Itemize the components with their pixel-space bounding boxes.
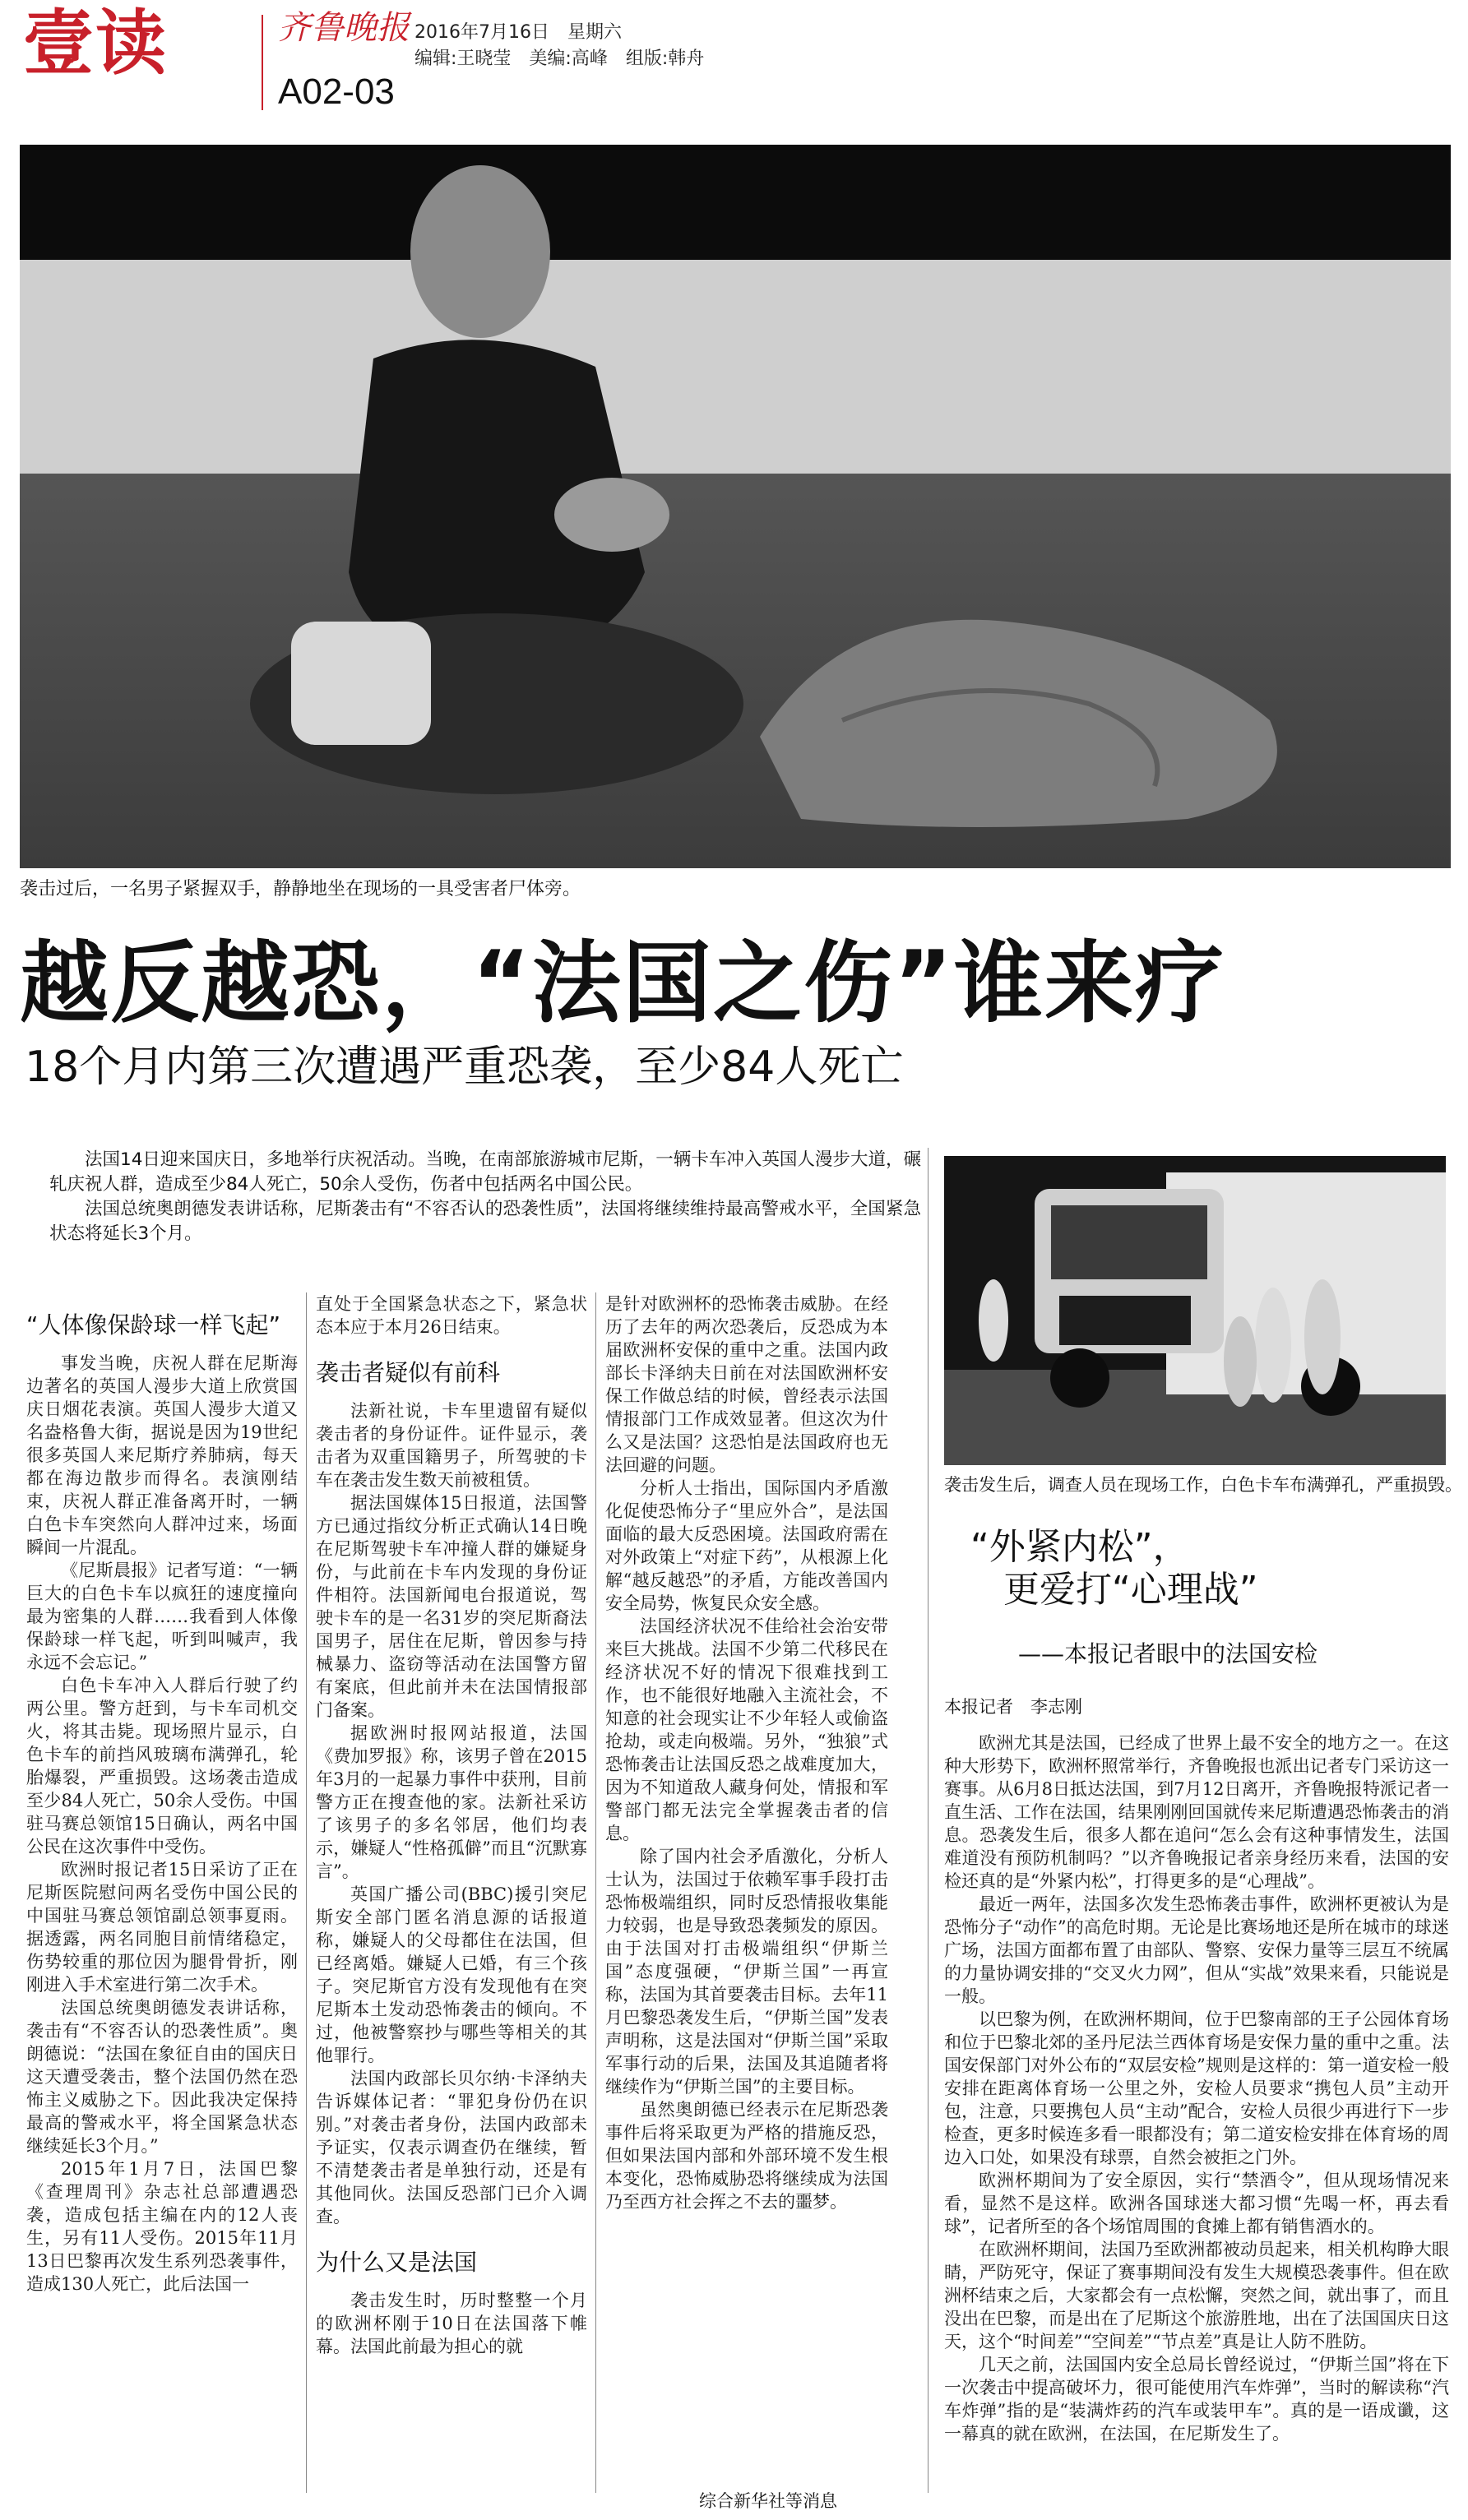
section-subhead: “人体像保龄球一样飞起”: [26, 1311, 281, 1339]
article-paragraph: 法国经济状况不佳给社会治安带来巨大挑战。法国不少第二代移民在经济状况不好的情况下很难找到工作，也不能很好地融入主流社会，不知意的社会现实让不少年轻人或偷盗抢劫，或走向极端。另外，“独狼”式恐怖袭击让法国反恐之战难度加大，因为不知道敌人藏身何处，情报和军警部门都无法完全掌握袭击者的信息。: [605, 1616, 888, 1843]
article-paragraph: 据法国媒体15日报道，法国警方已通过指纹分析正式确认14日晚在尼斯驾驶卡车冲撞人群的嫌疑身份，与此前在卡车内发现的身份证件相符。法国新闻电台报道说，驾驶卡车的是一名31岁的突尼斯裔法国男子，居住在尼斯，曾因参与持械暴力、盗窃等活动在法国警方留有案底，但此前并未在法国情报部门备案。: [316, 1493, 587, 1720]
lead-paragraphs: [49, 1148, 921, 1246]
column-divider: [306, 1292, 307, 2493]
article-paragraph: 白色卡车冲入人群后行驶了约两公里。警方赶到，与卡车司机交火，将其击毙。现场照片显示，白色卡车的前挡风玻璃布满弹孔，轮胎爆裂，严重损毁。这场袭击造成至少84人死亡，50余人受伤。中国驻马赛总领馆15日确认，两名中国公民在这次事件中受伤。: [26, 1676, 298, 1856]
article-paragraph: 据欧洲时报网站报道，法国《费加罗报》称，该男子曾在2015年3月的一起暴力事件中获刑，目前警方正在搜查他的家。法新社采访了该男子的多名邻居，他们均表示，嫌疑人“性格孤僻”而且“沉默寡言”。: [316, 1723, 587, 1881]
subheadline: 18个月内第三次遭遇严重恐袭，至少84人死亡: [25, 1043, 904, 1092]
article-paragraph: 虽然奥朗德已经表示在尼斯恐袭事件后将采取更为严格的措施反恐，但如果法国内部和外部环境不发生根本变化，恐怖威胁恐将继续成为法国乃至西方社会挥之不去的噩梦。: [605, 2100, 888, 2212]
section-subhead: 袭击者疑似有前科: [316, 1359, 501, 1386]
page-number: A02-03: [278, 72, 395, 112]
article-paragraph: 直处于全国紧急状态之下，紧急状态本应于本月26日结束。: [316, 1294, 587, 1337]
side-story-body: [944, 1732, 1449, 2445]
issue-date: 2016年7月16日 星期六: [414, 22, 622, 43]
article-column-3: [605, 1292, 888, 2213]
article-column-2: [316, 1292, 587, 2358]
article-column-1: [26, 1306, 298, 2296]
side-headline-line: “外紧内松”，: [970, 1526, 1189, 1568]
side-subhead: ——本报记者眼中的法国安检: [1018, 1640, 1318, 1667]
article-paragraph: 2015年1月7日，法国巴黎《查理周刊》杂志社总部遭遇恐袭，造成包括主编在内的12人丧生，另有11人受伤。2015年11月13日巴黎再次发生系列恐袭事件，造成130人死亡，此后法国一: [26, 2159, 298, 2294]
byline: 本报记者 李志刚: [944, 1697, 1082, 1717]
article-paragraph: 分析人士指出，国际国内矛盾激化促使恐怖分子“里应外合”，是法国面临的最大反恐困境。法国政府需在对外政策上“对症下药”，从根源上化解“越反越恐”的矛盾，方能改善国内安全局势，恢复民众安全感。: [605, 1478, 888, 1613]
article-paragraph: 《尼斯晨报》记者写道：“一辆巨大的白色卡车以疯狂的速度撞向最为密集的人群……我看到人体像保龄球一样飞起，听到叫喊声，我永远不会忘记。”: [26, 1561, 298, 1672]
lead-paragraph: 法国总统奥朗德发表讲话称，尼斯袭击有“不容否认的恐袭性质”，法国将继续维持最高警戒水平，全国紧急状态将延长3个月。: [49, 1199, 921, 1244]
article-paragraph: 英国广播公司(BBC)援引突尼斯安全部门匿名消息源的话报道称，嫌疑人的父母都住在法国，但已经离婚。嫌疑人已婚，有三个孩子。突尼斯官方没有发现他有在突尼斯本土发动恐怖袭击的倾向。不过，他被警察抄与哪些等相关的其他罪行。: [316, 1884, 587, 2065]
truck-photo: [944, 1156, 1446, 1465]
paper-logo: 齐鲁晚报: [278, 9, 410, 47]
section-subhead: 为什么又是法国: [316, 2249, 478, 2276]
side-headline-line: 更爱打“心理战”: [1003, 1569, 1258, 1611]
article-paragraph: 除了国内社会矛盾激化，分析人士认为，法国过于依赖军事手段打击恐怖极端组织，同时反恐情报收集能力较弱，也是导致恐袭频发的原因。由于法国对打击极端组织“伊斯兰国”态度强硬，“伊斯兰国”一再宣称，法国为其首要袭击目标。去年11月巴黎恐袭发生后，“伊斯兰国”发表声明称，这是法国对“伊斯兰国”采取军事行动的后果，法国及其追随者将继续作为“伊斯兰国”的主要目标。: [605, 1847, 888, 2097]
article-paragraph: 法国内政部长贝尔纳·卡泽纳夫告诉媒体记者：“罪犯身份仍在识别。”对袭击者身份，法国内政部未予证实，仅表示调查仍在继续，暂不清楚袭击者是单独行动，还是有其他同伙。法国反恐部门已介入调查。: [316, 2069, 587, 2226]
masthead-divider: [262, 15, 263, 110]
lead-paragraph: 法国14日迎来国庆日，多地举行庆祝活动。当晚，在南部旅游城市尼斯，一辆卡车冲入英国人漫步大道，碾轧庆祝人群，造成至少84人死亡，50余人受伤，伤者中包括两名中国公民。: [49, 1149, 921, 1195]
main-photo: [20, 145, 1451, 868]
article-paragraph: 几天之前，法国国内安全总局长曾经说过，“伊斯兰国”将在下一次袭击中提高破坏力，很可能使用汽车炸弹”，当时的解读称“汽车炸弹”指的是“装满炸药的汽车或装甲车”。真的是一语成谶，这一幕真的就在欧洲，在法国，在尼斯发生了。: [944, 2355, 1449, 2444]
truck-photo-caption: 袭击发生后，调查人员在现场工作，白色卡车布满弹孔，严重损毁。: [944, 1475, 1462, 1495]
headline: 越反越恐，“法国之伤”谁来疗: [20, 932, 1225, 1035]
source-credit: 综合新华社等消息: [699, 2491, 837, 2511]
article-paragraph: 法国总统奥朗德发表讲话称，袭击有“不容否认的恐袭性质”。奥朗德说：“法国在象征自由的国庆日这天遭受袭击，整个法国仍然在恐怖主义威胁之下。因此我决定保持最高的警戒水平，将全国紧急状态继续延长3个月。”: [26, 1998, 298, 2156]
article-paragraph: 法新社说，卡车里遗留有疑似袭击者的身份证件。证件显示，袭击者为双重国籍男子，所驾驶的卡车在袭击发生数天前被租赁。: [316, 1401, 587, 1490]
main-photo-graphic: [20, 145, 1451, 868]
side-headline: [970, 1526, 1258, 1611]
article-paragraph: 是针对欧洲杯的恐怖袭击威胁。在经历了去年的两次恐袭后，反恐成为本届欧洲杯安保的重中之重。法国内政部长卡泽纳夫日前在对法国欧洲杯安保工作做总结的时候，曾经表示法国情报部门工作成效显著。但这次为什么又是法国？这恐怕是法国政府也无法回避的问题。: [605, 1294, 888, 1475]
article-paragraph: 欧洲时报记者15日采访了正在尼斯医院慰问两名受伤中国公民的中国驻马赛总领馆副总领事夏雨。据透露，两名同胞目前情绪稳定，伤势较重的那位因为腿骨骨折，刚刚进入手术室进行第二次手术。: [26, 1860, 298, 1995]
article-paragraph: 以巴黎为例，在欧洲杯期间，位于巴黎南部的王子公园体育场和位于巴黎北郊的圣丹尼法兰西体育场是安保力量的重中之重。法国安保部门对外公布的“双层安检”规则是这样的：第一道安检一般安排在距离体育场一公里之外，安检人员要求“携包人员”主动开包，注意，只要携包人员“主动”配合，安检人员很少再进行下一步检查，更多时候连多看一眼都没有；第二道安检安排在体育场的周边入口处，如果没有球票，自然会被拒之门外。: [944, 2009, 1449, 2167]
article-paragraph: 欧洲杯期间为了安全原因，实行“禁酒令”，但从现场情况来看，显然不是这样。欧洲各国球迷大都习惯“先喝一杯，再去看球”，记者所至的各个场馆周围的食摊上都有销售酒水的。: [944, 2171, 1449, 2236]
article-paragraph: 袭击发生时，历时整整一个月的欧洲杯刚于10日在法国落下帷幕。法国此前最为担心的就: [316, 2291, 587, 2356]
article-paragraph: 最近一两年，法国多次发生恐怖袭击事件，欧洲杯更被认为是恐怖分子“动作”的高危时期。无论是比赛场地还是所在城市的球迷广场，法国方面都布置了由部队、警察、安保力量等三层互不统属的力量协调安排的“交叉火力网”，但从“实战”效果来看，只能说是一般。: [944, 1894, 1449, 2006]
column-divider: [595, 1292, 596, 2493]
truck-photo-graphic: [944, 1156, 1446, 1465]
article-paragraph: 在欧洲杯期间，法国乃至欧洲都被动员起来，相关机构睁大眼睛，严防死守，保证了赛事期间没有发生大规模恐袭事件。但在欧洲杯结束之后，大家都会有一点松懈，突然之间，就出事了，而且没出在巴黎，而是出在了尼斯这个旅游胜地，出在了法国国庆日这天，这个“时间差”“空间差”“节点差”真是让人防不胜防。: [944, 2240, 1449, 2351]
article-paragraph: 欧洲尤其是法国，已经成了世界上最不安全的地方之一。在这种大形势下，欧洲杯照常举行，齐鲁晚报也派出记者专门采访这一赛事。从6月8日抵达法国，到7月12日离开，齐鲁晚报特派记者一直生活、工作在法国，结果刚刚回国就传来尼斯遭遇恐怖袭击的消息。恐袭发生后，很多人都在追问“怎么会有这种事情发生，法国难道没有预防机制吗？”以齐鲁晚报记者亲身经历来看，法国的安检还真的是“外紧内松”，打得更多的是“心理战”。: [944, 1733, 1449, 1891]
article-paragraph: 事发当晚，庆祝人群在尼斯海边著名的英国人漫步大道上欣赏国庆日烟花表演。英国人漫步大道又名盎格鲁大街，据说是因为19世纪很多英国人来尼斯疗养肺病，每天都在海边散步而得名。表演刚结束，庆祝人群正准备离开时，一辆白色卡车突然向人群冲过来，场面瞬间一片混乱。: [26, 1353, 298, 1557]
main-photo-caption: 袭击过后，一名男子紧握双手，静静地坐在现场的一具受害者尸体旁。: [20, 879, 581, 899]
section-title: 壹读: [23, 2, 168, 85]
editor-credits: 编辑:王晓莹 美编:高峰 组版:韩舟: [414, 49, 705, 69]
